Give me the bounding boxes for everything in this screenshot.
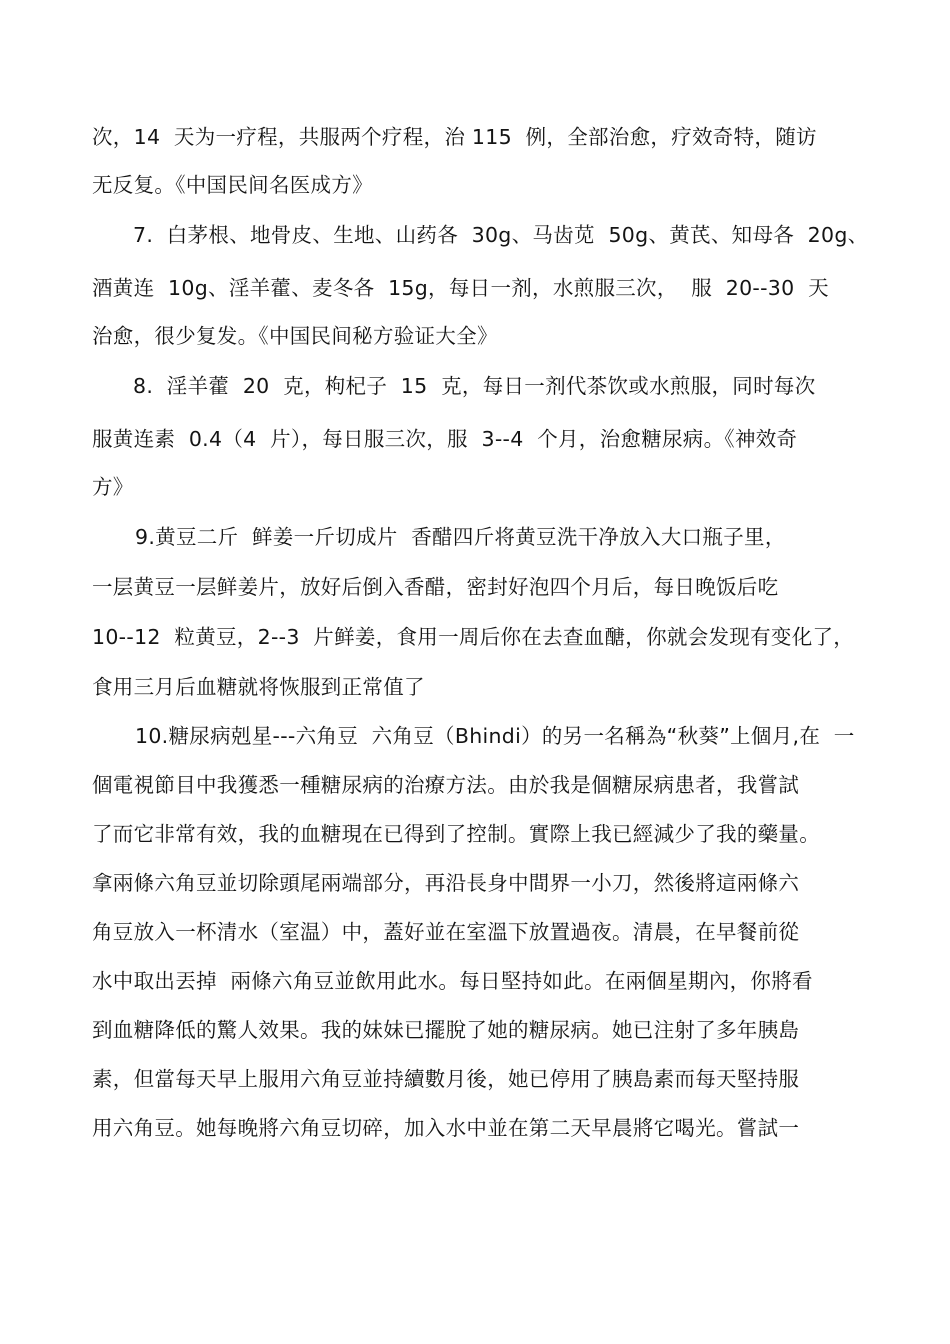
text-line: 食用三月后血糖就将恢服到正常值了 xyxy=(92,675,425,699)
text-line: 10.糖尿病剋星---六角豆 六角豆（Bhindi）的另一名稱為“秋葵”上個月,在 一 xyxy=(135,724,855,748)
text-line: 方》 xyxy=(92,475,134,499)
text-line: 9.黄豆二斤 鲜姜一斤切成片 香醋四斤将黄豆洗干净放入大口瓶子里， xyxy=(135,525,786,549)
text-line: 酒黄连 10g、淫羊藿、麦冬各 15g，每日一剂，水煎服三次， 服 20--30 天 xyxy=(92,276,829,300)
text-line: 素，但當每天早上服用六角豆並持續數月後，她已停用了胰島素而每天堅持服 xyxy=(92,1067,800,1091)
text-line: 個電視節目中我獲悉一種糖尿病的治療方法。由於我是個糖尿病患者，我嘗試 xyxy=(92,773,800,797)
text-line: 次，14 天为一疗程，共服两个疗程，治 115 例，全部治愈，疗效奇特，随访 xyxy=(92,125,817,149)
text-line: 8. 淫羊藿 20 克，枸杞子 15 克，每日一剂代茶饮或水煎服，同时每次 xyxy=(133,374,816,398)
text-line: 服黄连素 0.4（4 片），每日服三次，服 3--4 个月，治愈糖尿病。《神效奇 xyxy=(92,427,798,451)
text-line: 角豆放入一杯清水（室温）中，蓋好並在室溫下放置過夜。清晨，在早餐前從 xyxy=(92,920,800,944)
text-line: 用六角豆。她每晚將六角豆切碎，加入水中並在第二天早晨將它喝光。嘗試一 xyxy=(92,1116,800,1140)
text-line: 7. 白茅根、地骨皮、生地、山药各 30g、马齿苋 50g、黄芪、知母各 20g、 xyxy=(133,223,869,247)
text-line: 无反复。《中国民间名医成方》 xyxy=(92,173,373,197)
text-line: 治愈，很少复发。《中国民间秘方验证大全》 xyxy=(92,324,498,348)
text-line: 拿兩條六角豆並切除頭尾兩端部分，再沿長身中間界一小刀，然後將這兩條六 xyxy=(92,871,800,895)
text-line: 水中取出丟掉 兩條六角豆並飲用此水。每日堅持如此。在兩個星期內，你將看 xyxy=(92,969,813,993)
text-line: 一层黄豆一层鲜姜片，放好后倒入香醋，密封好泡四个月后，每日晚饭后吃 xyxy=(92,575,779,599)
text-line: 10--12 粒黄豆，2--3 片鲜姜，食用一周后你在去查血醣，你就会发现有变化了， xyxy=(92,625,855,649)
text-line: 了而它非常有效，我的血糖現在已得到了控制。實際上我已經減少了我的藥量。 xyxy=(92,822,820,846)
text-line: 到血糖降低的驚人效果。我的妹妹已擺脫了她的糖尿病。她已注射了多年胰島 xyxy=(92,1018,800,1042)
